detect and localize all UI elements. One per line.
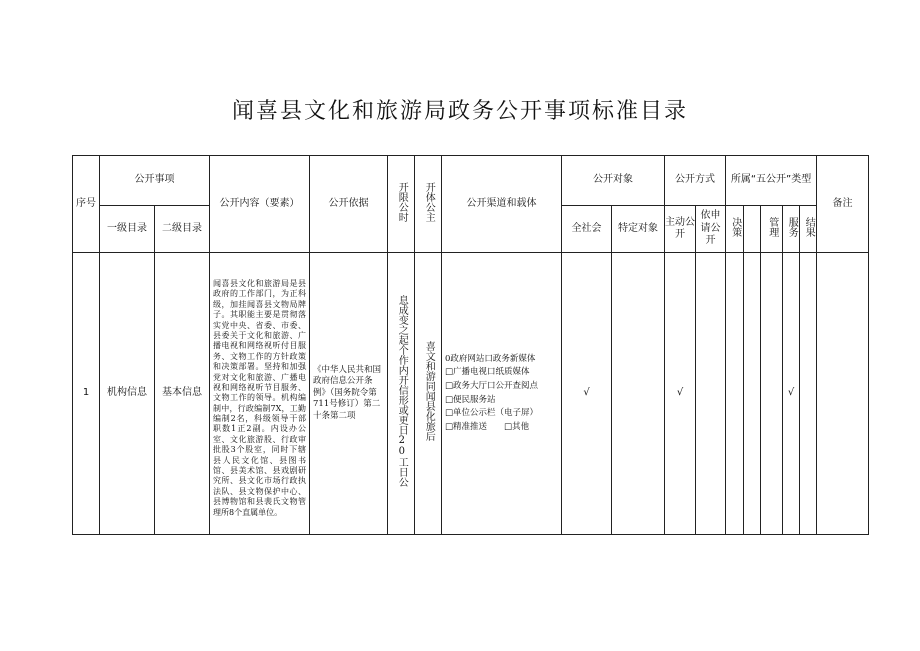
cell-basis: 《中华人民共和国政府信息公开条例》（国务院令第711号修订）第二十条第二项 bbox=[310, 253, 388, 535]
header-content: 公开内容（要素） bbox=[210, 156, 310, 253]
channel-item: □政务大厅口公开查阅点 bbox=[445, 380, 539, 391]
page-title: 闻喜县文化和旅游局政务公开事项标准目录 bbox=[231, 99, 688, 124]
header-result: 结果 bbox=[800, 206, 817, 253]
check-specific bbox=[612, 253, 665, 535]
header-items: 公开事项 bbox=[100, 156, 210, 206]
header-management: 管理 bbox=[761, 206, 783, 253]
check-decision bbox=[726, 253, 744, 535]
header-target: 公开对象 bbox=[562, 156, 665, 206]
table-row bbox=[73, 253, 869, 535]
header-method: 公开方式 bbox=[665, 156, 726, 206]
header-remarks: 备注 bbox=[817, 156, 869, 253]
cell-channels bbox=[442, 253, 562, 535]
cell-level2: 基本信息 bbox=[155, 253, 210, 535]
header-execution bbox=[744, 206, 761, 253]
header-active: 主动公开 bbox=[665, 206, 696, 253]
header-service: 服务 bbox=[783, 206, 800, 253]
header-channel: 公开渠道和载体 bbox=[442, 156, 562, 253]
channel-item: □便民服务站 bbox=[445, 394, 496, 405]
cell-content: 闻喜县文化和旅游局是县政府的工作部门，为正科级，加挂闻喜县文物局牌子。其职能主要是贯彻落实党中央、省委、市委、县委关于文化和旅游、广播电视和网络视听付目服务、文物工作的方针政策和决策部署。坚持和加强党对文化和旅游、广播电视和网络视听节目服务、文物工作的领导。机构编制中，行政编制7X，工勤编制2名，科级领导干部职数1正2副。内设办公室、文化旅游股、行政审批股3个股室，同时下辖县人民文化馆、县图书馆、县美术馆、县戏剧研究所、县文化市场行政执法队、县文物保护中心、县博物馆和县裴氏文物管理所8个直属单位。 bbox=[210, 253, 310, 535]
cell-time-limit: 息成变之起个作内开信形或更日20工日公 bbox=[388, 253, 415, 535]
channel-item: □单位公示栏（电子屏） bbox=[445, 408, 539, 419]
header-level1: 一级目录 bbox=[100, 206, 155, 253]
header-all-society: 全社会 bbox=[562, 206, 612, 253]
catalog-table bbox=[72, 155, 869, 535]
cell-level1: 机构信息 bbox=[100, 253, 155, 535]
cell-remarks bbox=[817, 253, 869, 535]
header-seq: 序号 bbox=[73, 156, 100, 253]
channel-item: 0政府网站口政务新媒体 bbox=[445, 353, 536, 364]
check-all-society: √ bbox=[562, 253, 612, 535]
cell-subject: 喜文和游同闻县化旅后 bbox=[415, 253, 442, 535]
header-decision: 决策 bbox=[726, 206, 744, 253]
header-basis: 公开依据 bbox=[310, 156, 388, 253]
check-result bbox=[800, 253, 817, 535]
check-on-request bbox=[696, 253, 726, 535]
header-five-type: 所属“五公开”类型 bbox=[726, 156, 817, 206]
check-active: √ bbox=[665, 253, 696, 535]
header-specific: 特定对象 bbox=[612, 206, 665, 253]
header-time-limit: 开限公时 bbox=[388, 156, 415, 253]
check-management bbox=[761, 253, 783, 535]
cell-seq: 1 bbox=[73, 253, 100, 535]
channel-item: □精准推送 □其他 bbox=[445, 421, 530, 432]
check-execution bbox=[744, 253, 761, 535]
header-level2: 二级目录 bbox=[155, 206, 210, 253]
header-subject: 开体公主 bbox=[415, 156, 442, 253]
channel-item: □广播电视口纸质媒体 bbox=[445, 367, 530, 378]
header-on-request: 依申请公开 bbox=[696, 206, 726, 253]
check-service: √ bbox=[783, 253, 800, 535]
